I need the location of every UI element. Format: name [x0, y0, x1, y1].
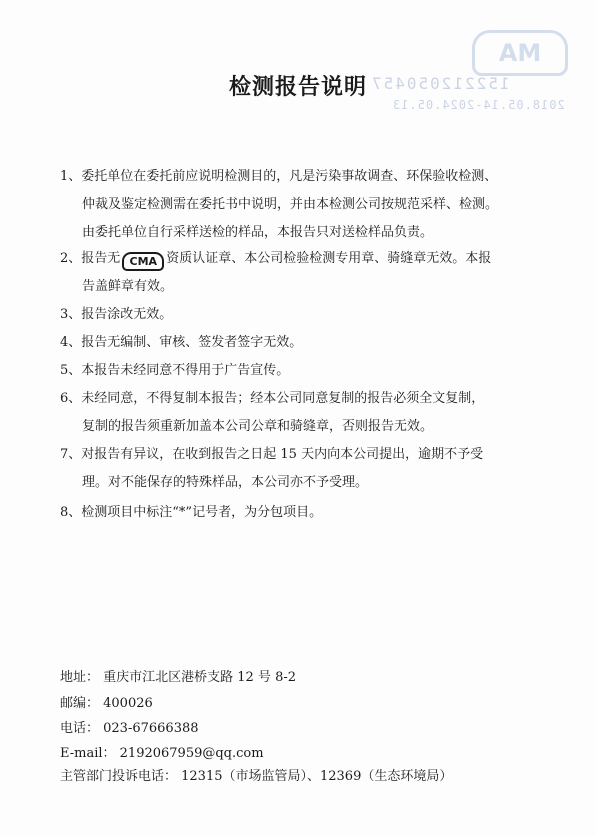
note-item-1 — [60, 163, 540, 247]
note-line: 4、报告无编制、审核、签发者签字无效。 — [60, 335, 303, 350]
stamp-validity-period: 2018.05.14-2024.05.13 — [392, 98, 565, 112]
note-item-7 — [60, 441, 540, 497]
note-line — [60, 245, 540, 273]
note-item-6 — [60, 385, 540, 441]
stamp-certificate-number: 152212050457 — [370, 74, 510, 93]
note-item-8 — [60, 499, 540, 527]
note-line: 理。对不能保存的特殊样品，本公司亦不予受理。 — [82, 475, 369, 490]
note-line: 3、报告涂改无效。 — [60, 307, 173, 322]
note-item-4 — [60, 329, 540, 357]
contact-complaint-phone: 主管部门投诉电话： 12315（市场监管局）、12369（生态环境局） — [60, 769, 453, 784]
note-line: 6、未经同意，不得复制本报告；经本公司同意复制的报告必须全文复制， — [60, 391, 485, 406]
contact-phone: 电话： 023-67666388 — [60, 721, 199, 736]
cma-logo-icon: CMA — [122, 252, 164, 271]
note-line: 仲裁及鉴定检测需在委托书中说明，并由本检测公司按规范采样、检测。 — [82, 197, 499, 212]
note-line: 5、本报告未经同意不得用于广告宣传。 — [60, 363, 290, 378]
contact-postcode: 邮编： 400026 — [60, 696, 153, 711]
note-line: 7、对报告有异议，在收到报告之日起 15 天内向本公司提出，逾期不予受 — [60, 447, 484, 462]
note-line: 告盖鲜章有效。 — [82, 279, 174, 294]
note-item-5 — [60, 357, 540, 385]
note-text: 2、报告无 — [60, 251, 121, 266]
note-line: 8、检测项目中标注“*”记号者，为分包项目。 — [60, 505, 323, 520]
note-line: 1、委托单位在委托前应说明检测目的，凡是污染事故调查、环保验收检测、 — [60, 169, 498, 184]
note-item-2 — [60, 245, 540, 301]
note-line: 复制的报告须重新加盖本公司公章和骑缝章，否则报告无效。 — [82, 419, 434, 434]
note-text: 资质认证章、本公司检验检测专用章、骑缝章无效。本报 — [166, 251, 492, 266]
page-title: 检测报告说明 — [228, 75, 367, 100]
note-line: 由委托单位自行采样送检的样品，本报告只对送检样品负责。 — [82, 225, 434, 240]
contact-email: E-mail： 2192067959@qq.com — [60, 746, 264, 761]
note-item-3 — [60, 301, 540, 329]
cma-stamp-logo: MA — [472, 30, 568, 76]
contact-address: 地址： 重庆市江北区港桥支路 12 号 8-2 — [60, 670, 297, 685]
